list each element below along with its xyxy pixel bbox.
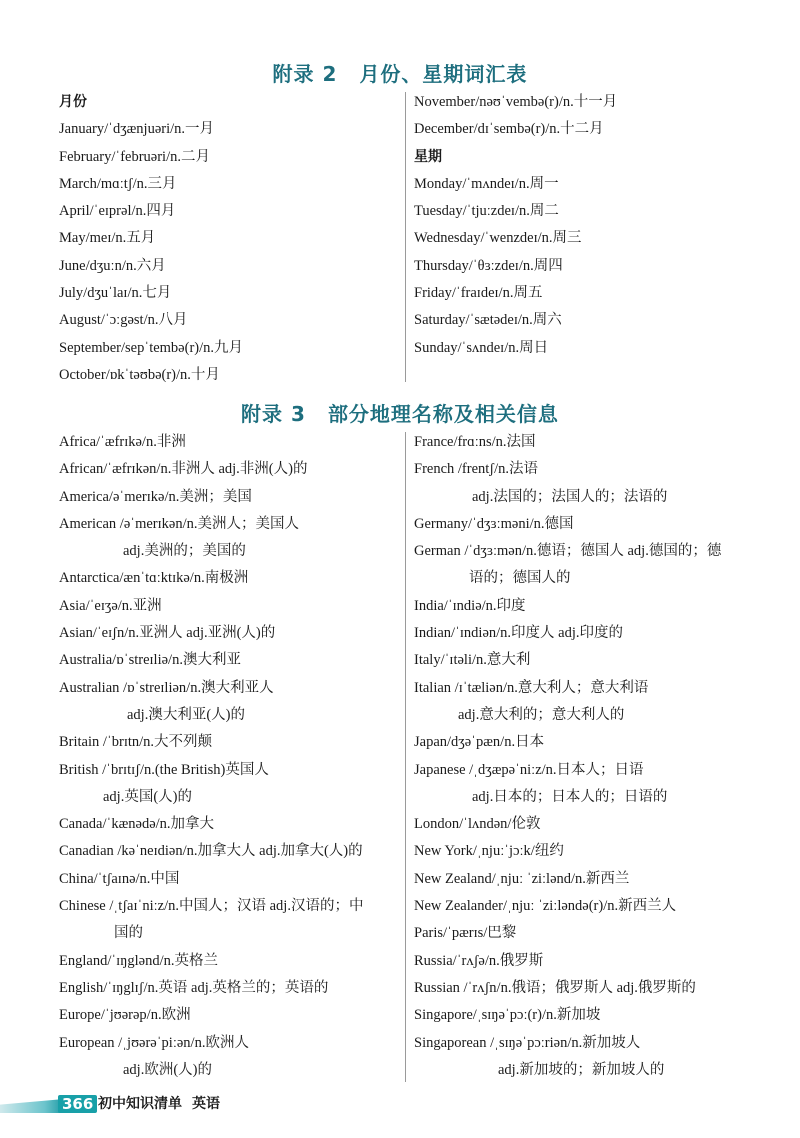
geo-entry-continuation: 国的: [114, 925, 143, 942]
appendix3-title-number: 附录 3: [241, 402, 306, 426]
weekdays-heading: 星期: [414, 148, 442, 165]
month-entry: July/dʒuˈlaɪ/n.七月: [59, 285, 172, 302]
geo-entry: Europe/ˈjʊərəp/n.欧洲: [59, 1007, 191, 1024]
geo-entry: Australian /ɒˈstreɪliən/n.澳大利亚人: [59, 679, 274, 696]
geo-entry: Britain /ˈbrɪtn/n.大不列颠: [59, 734, 213, 751]
geo-entry: American /əˈmerɪkən/n.美洲人；美国人: [59, 515, 299, 532]
geo-entry: Japan/dʒəˈpæn/n.日本: [414, 734, 545, 751]
weekday-entry: Saturday/ˈsætədeɪ/n.周六: [414, 312, 562, 329]
geo-entry-continuation: adj.新加坡的；新加坡人的: [498, 1061, 665, 1078]
geo-entry: Asian/ˈeɪʃn/n.亚洲人 adj.亚洲(人)的: [59, 625, 276, 642]
page-number: 366: [58, 1095, 97, 1113]
geo-entry: China/ˈtʃaɪnə/n.中国: [59, 870, 180, 887]
weekday-entry: Tuesday/ˈtjuːzdeɪ/n.周二: [414, 203, 559, 220]
footer-text: [98, 1095, 220, 1113]
geo-entry: America/əˈmerɪkə/n.美洲；美国: [59, 488, 252, 505]
column-divider: [405, 432, 406, 1082]
geo-entry: Japanese /ˌdʒæpəˈniːz/n.日本人；日语: [414, 761, 644, 778]
geo-entry: New Zealand/ˌnjuː ˈziːlənd/n.新西兰: [414, 870, 630, 887]
geo-entry: New Zealander/ˌnjuː ˈziːləndə(r)/n.新西兰人: [414, 898, 677, 915]
geo-entry: England/ˈɪŋglənd/n.英格兰: [59, 952, 218, 969]
geo-entry: India/ˈɪndiə/n.印度: [414, 597, 526, 614]
geo-entry: Italian /ɪˈtæliən/n.意大利人；意大利语: [414, 679, 649, 696]
geo-entry: English/ˈɪŋglɪʃ/n.英语 adj.英格兰的；英语的: [59, 979, 329, 996]
geo-left-column: [59, 429, 399, 1084]
appendix3-title: [0, 398, 800, 427]
geo-entry: Singaporean /ˌsɪŋəˈpɔːriən/n.新加坡人: [414, 1034, 641, 1051]
geo-right-column: [414, 429, 786, 1084]
weekday-entry: Thursday/ˈθɜːzdeɪ/n.周四: [414, 257, 563, 274]
geo-entry: Russian /ˈrʌʃn/n.俄语；俄罗斯人 adj.俄罗斯的: [414, 979, 696, 996]
months-column: [59, 89, 399, 389]
month-entry: January/ˈdʒænjuəri/n.一月: [59, 121, 215, 138]
geo-entry-continuation: adj.欧洲(人)的: [123, 1061, 212, 1078]
geo-entry: German /ˈdʒɜːmən/n.德语；德国人 adj.德国的；德: [414, 543, 722, 560]
geo-entry: Asia/ˈeɪʒə/n.亚洲: [59, 597, 162, 614]
geo-entry: France/frɑːns/n.法国: [414, 434, 536, 450]
geo-entry: Antarctica/ænˈtɑːktɪkə/n.南极洲: [59, 570, 249, 587]
geo-entry: Italy/ˈɪtəli/n.意大利: [414, 652, 531, 669]
geo-entry: New York/ˌnjuːˈjɔːk/纽约: [414, 843, 564, 860]
geo-entry: Russia/ˈrʌʃə/n.俄罗斯: [414, 952, 544, 969]
geo-entry: Africa/ˈæfrɪkə/n.非洲: [59, 434, 186, 450]
month-entry: April/ˈeɪprəl/n.四月: [59, 203, 176, 220]
subject-label: 英语: [192, 1096, 220, 1112]
month-entry: May/meɪ/n.五月: [59, 230, 156, 247]
appendix2-title-text: 月份、星期词汇表: [359, 62, 528, 86]
geo-entry-continuation: adj.法国的；法国人的；法语的: [472, 488, 668, 505]
geo-entry: Canadian /kəˈneɪdiən/n.加拿大人 adj.加拿大(人)的: [59, 843, 363, 860]
geo-entry-continuation: adj.日本的；日本人的；日语的: [472, 788, 668, 805]
month-entry: November/nəʊˈvembə(r)/n.十一月: [414, 94, 618, 110]
geo-entry: Indian/ˈɪndiən/n.印度人 adj.印度的: [414, 625, 624, 642]
geo-entry: British /ˈbrɪtɪʃ/n.(the British)英国人: [59, 761, 269, 778]
appendix3-title-text: 部分地理名称及相关信息: [327, 402, 559, 426]
month-entry: August/ˈɔːgəst/n.八月: [59, 312, 188, 329]
geo-entry: French /frentʃ/n.法语: [414, 461, 539, 478]
appendix2-title-number: 附录 2: [272, 62, 338, 86]
footer-accent-bar: [0, 1099, 64, 1113]
geo-entry-continuation: adj.澳大利亚(人)的: [127, 706, 245, 723]
weekday-entry: Monday/ˈmʌndeɪ/n.周一: [414, 175, 559, 192]
page-footer: [0, 1093, 330, 1115]
geo-entry: Chinese /ˌtʃaɪˈniːz/n.中国人；汉语 adj.汉语的；中: [59, 898, 364, 915]
geo-entry: London/ˈlʌndən/伦敦: [414, 816, 541, 833]
geo-entry: Australia/ɒˈstreɪliə/n.澳大利亚: [59, 652, 241, 669]
geo-entry: Paris/ˈpærɪs/巴黎: [414, 925, 517, 942]
geo-entry: Germany/ˈdʒɜːməni/n.德国: [414, 515, 574, 532]
weekday-entry: Wednesday/ˈwenzdeɪ/n.周三: [414, 230, 582, 247]
geo-entry: Singapore/ˌsɪŋəˈpɔː(r)/n.新加坡: [414, 1007, 601, 1024]
appendix2-title: [0, 58, 800, 87]
month-entry: September/sepˈtembə(r)/n.九月: [59, 339, 244, 356]
weekday-entry: Sunday/ˈsʌndeɪ/n.周日: [414, 339, 549, 356]
column-divider: [405, 92, 406, 382]
geo-entry: Canada/ˈkænədə/n.加拿大: [59, 816, 215, 833]
month-entry: March/mɑːtʃ/n.三月: [59, 175, 177, 192]
geo-entry-continuation: adj.意大利的；意大利人的: [458, 706, 625, 723]
geo-entry: African/ˈæfrɪkən/n.非洲人 adj.非洲(人)的: [59, 461, 308, 478]
month-entry: June/dʒuːn/n.六月: [59, 257, 166, 274]
month-entry: October/ɒkˈtəʊbə(r)/n.十月: [59, 366, 220, 383]
book-title: 初中知识清单: [98, 1096, 182, 1112]
month-entry: December/dɪˈsembə(r)/n.十二月: [414, 121, 604, 138]
geo-entry-continuation: 语的；德国人的: [469, 570, 571, 587]
month-entry: February/ˈfebruəri/n.二月: [59, 148, 210, 165]
months-heading: 月份: [59, 94, 87, 110]
weekday-entry: Friday/ˈfraɪdeɪ/n.周五: [414, 285, 543, 302]
geo-entry-continuation: adj.美洲的；美国的: [123, 543, 246, 560]
geo-entry: European /ˌjʊərəˈpiːən/n.欧洲人: [59, 1034, 249, 1051]
weekdays-column: [414, 89, 784, 362]
geo-entry-continuation: adj.英国(人)的: [103, 788, 192, 805]
